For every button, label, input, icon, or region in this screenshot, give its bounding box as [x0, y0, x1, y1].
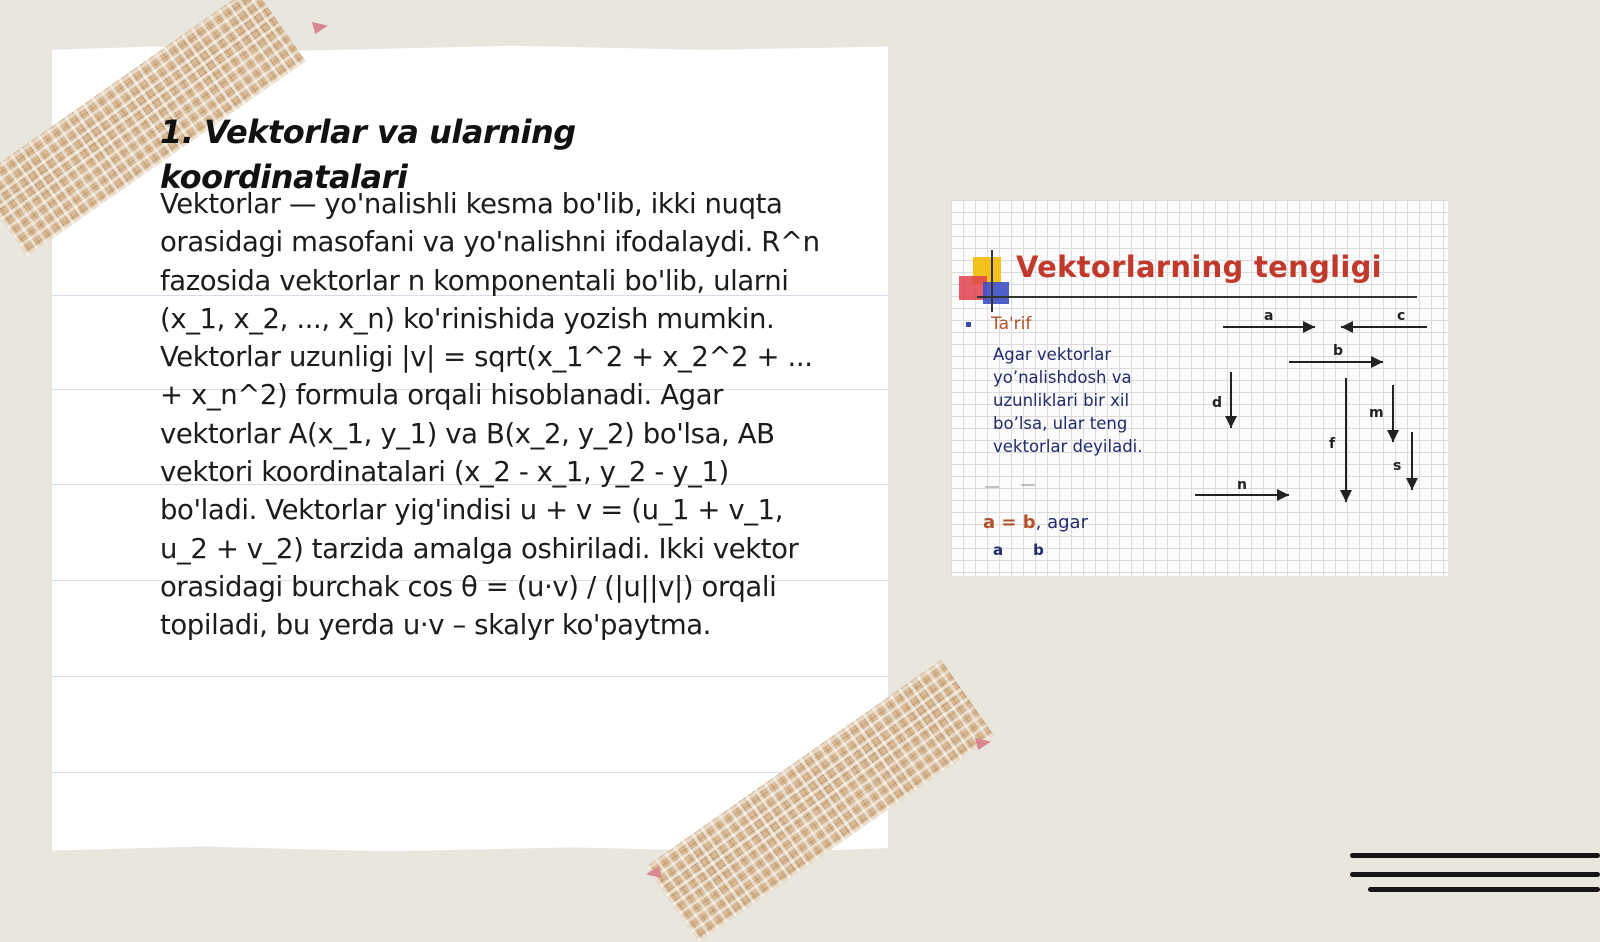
paper-rule-line — [52, 676, 888, 677]
figure-definition: Agar vektorlar yo’nalishdosh va uzunliklari bir xil bo’lsa, ular teng vektorlar deyiladi. — [993, 345, 1143, 456]
vector-equality-figure — [951, 200, 1448, 576]
decorative-stroke — [1368, 887, 1600, 892]
figure-title: Vektorlarning tengligi — [1016, 250, 1382, 284]
vector-label-s: s — [1393, 458, 1402, 474]
vector-label-m: m — [1369, 405, 1384, 421]
condition-sub-b: b — [1033, 541, 1044, 559]
vector-label-b: b — [1333, 343, 1344, 359]
note-title: 1. Vektorlar va ularning koordinatalari — [160, 113, 576, 196]
decorative-stroke — [1350, 853, 1600, 858]
vector-arrows-diagram — [951, 200, 1448, 576]
paper-rule-line — [52, 772, 888, 773]
vector-label-a: a — [1264, 308, 1274, 324]
vector-label-d: d — [1212, 395, 1223, 411]
figure-subheading: Ta'rif — [991, 314, 1032, 334]
decorative-stroke — [1350, 872, 1600, 877]
vector-label-f: f — [1329, 436, 1336, 452]
equality-condition-vectors: a = b — [983, 512, 1036, 533]
condition-sub-a: a — [993, 541, 1004, 559]
tape-tag-icon — [312, 22, 328, 34]
note-body: Vektorlar — yo'nalishli kesma bo'lib, ikki nuqta orasidagi masofani va yo'nalishni ifodalaydi. R^n fazosida vektorlar n komponentali bo'lib, ularni (x_1, x_2, ..., x_n) ko'rinishida yozish mumkin. Vektorlar uzunligi |v| = sqrt(x_1^2 + x_2^2 + ... + x_n^2) formula orqali hisoblanadi. Agar vektorlar A(x_1, y_1) va B(x_2, y_2) bo'lsa, AB vektori koordinatalari (x_2 - x_1, y_2 - y_1) bo'ladi. Vektorlar yig'indisi u + v = (u_1 + v_1, u_2 + v_2) tarzida amalga oshiriladi. Ikki vektor orasidagi burchak cos θ = (u·v) / (|u||v|) orqali topiladi, bu yerda u·v – skalyr ko'paytma. — [160, 188, 820, 642]
vector-label-n: n — [1237, 477, 1247, 493]
equality-condition-text: , agar — [1035, 512, 1088, 533]
vector-label-c: c — [1397, 308, 1406, 324]
